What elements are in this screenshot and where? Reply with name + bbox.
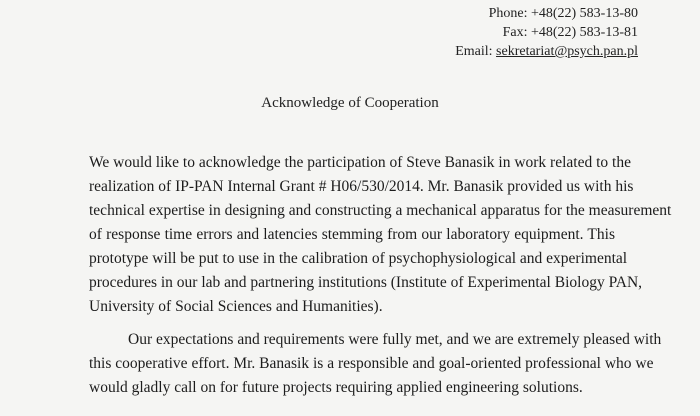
email-line xyxy=(455,42,638,61)
phone-line: Phone: +48(22) 583-13-80 xyxy=(488,6,638,21)
paragraph-line: would gladly call on for future projects requiring applied engineering solutions. xyxy=(89,379,583,396)
paragraph-line: procedures in our lab and partnering institutions (Institute of Experimental Biology PAN, xyxy=(89,274,643,291)
paragraph-line: Our expectations and requirements were fully met, and we are extremely pleased with xyxy=(128,331,662,348)
paragraph-acknowledgement xyxy=(89,151,672,319)
paragraph-expectations xyxy=(89,328,662,400)
paragraph-line: realization of IP-PAN Internal Grant # H06/530/2014. Mr. Banasik provided us with his xyxy=(89,178,634,195)
paragraph-line: this cooperative effort. Mr. Banasik is a responsible and goal-oriented professional who we xyxy=(89,355,654,372)
contact-block xyxy=(455,4,638,61)
paragraph-line: University of Social Sciences and Humanities). xyxy=(89,298,383,315)
paragraph-line: prototype will be put to use in the calibration of psychophysiological and experimental xyxy=(89,250,628,267)
paragraph-line: technical expertise in designing and constructing a mechanical apparatus for the measurement xyxy=(89,202,672,219)
letter-title: Acknowledge of Cooperation xyxy=(261,95,439,111)
fax-line: Fax: +48(22) 583-13-81 xyxy=(502,25,638,40)
paragraph-line: of response time errors and latencies stemming from our laboratory equipment. This xyxy=(89,226,615,243)
email-label: Email: xyxy=(455,44,497,59)
email-link[interactable]: sekretariat@psych.pan.pl xyxy=(496,44,638,59)
paragraph-line: We would like to acknowledge the participation of Steve Banasik in work related to the xyxy=(89,154,631,171)
